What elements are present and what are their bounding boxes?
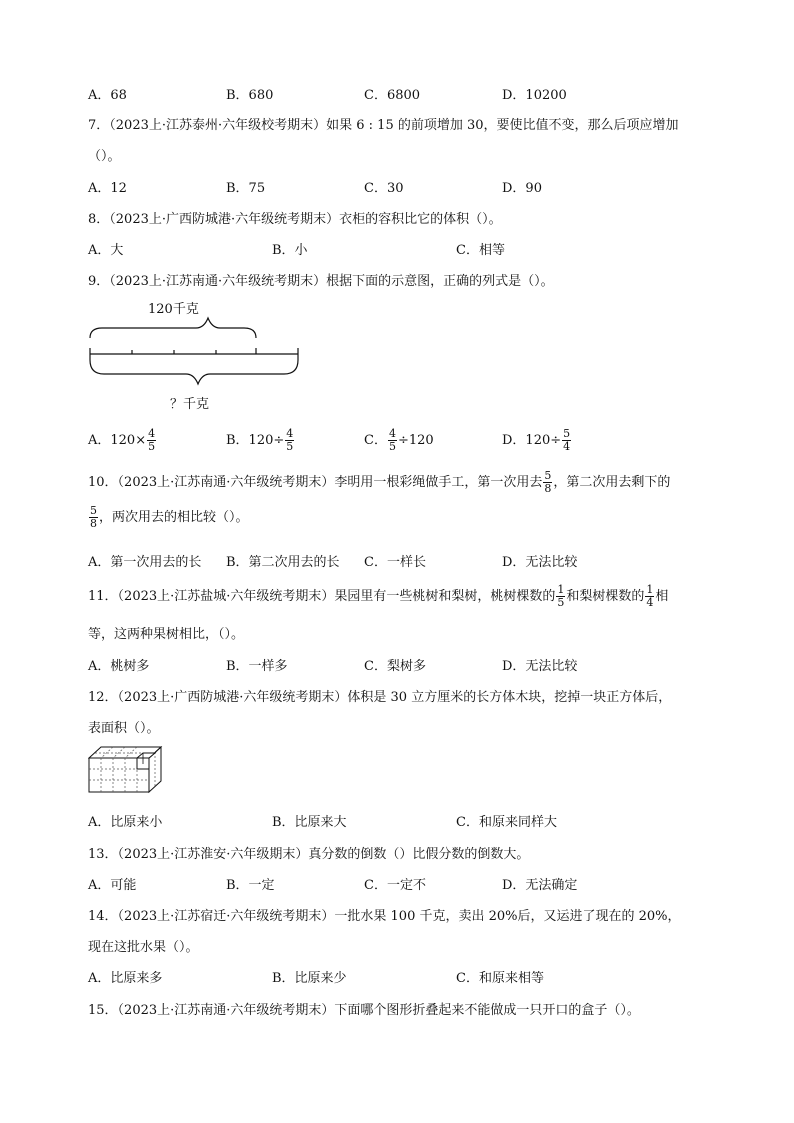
- denominator: 8: [90, 517, 97, 530]
- q12-option-c[interactable]: C．和原来同样大: [456, 815, 557, 830]
- q11-text: 11．（2023上·江苏盐城·六年级统考期末）果园里有一些桃树和梨树，桃树棵数的: [88, 589, 556, 604]
- q11-text: 相: [655, 589, 669, 604]
- q8-option-c[interactable]: C．相等: [456, 243, 505, 258]
- q14-option-c[interactable]: C．和原来相等: [456, 971, 544, 986]
- q11-text: 和梨树棵数的: [566, 589, 645, 604]
- q9-option-b[interactable]: [226, 428, 295, 453]
- fraction: [285, 428, 294, 453]
- q11-option-d[interactable]: D．无法比较: [502, 659, 578, 674]
- q7-option-a[interactable]: A．12: [88, 181, 127, 196]
- option-d-prefix: D．120÷: [502, 433, 562, 448]
- fraction: [89, 505, 98, 530]
- q10-option-c[interactable]: C．一样长: [364, 555, 426, 570]
- top-brace: [90, 318, 256, 338]
- q9-stem: 9．（2023上·江苏南通·六年级统考期末）根据下面的示意图，正确的列式是（）。: [88, 274, 554, 289]
- fraction: [147, 428, 156, 453]
- q11-option-c[interactable]: C．梨树多: [364, 659, 426, 674]
- q14-stem: 14．（2023上·江苏宿迁·六年级统考期末）一批水果 100 千克，卖出 20%后，又运进了现在的 20%，: [88, 909, 681, 924]
- q9-option-a[interactable]: [88, 428, 157, 453]
- q8-option-a[interactable]: A．大: [88, 243, 124, 258]
- cuboid-figure: [88, 746, 166, 794]
- numerator: 5: [544, 469, 552, 482]
- q11-option-a[interactable]: A．桃树多: [88, 659, 150, 674]
- q15-stem: 15．（2023上·江苏南通·六年级统考期末）下面哪个图形折叠起来不能做成一只开口的盒子（）。: [88, 1003, 640, 1018]
- q7-option-d[interactable]: D．90: [502, 181, 542, 196]
- q12-stem-cont: 表面积（）。: [88, 721, 160, 736]
- diagram-top-label: 120千克: [148, 302, 199, 317]
- numerator: 4: [148, 427, 156, 440]
- numerator: 4: [388, 427, 396, 440]
- q11-option-b[interactable]: B．一样多: [226, 659, 288, 674]
- q6-option-c[interactable]: C．6800: [364, 88, 421, 103]
- q10-stem-cont: [88, 505, 249, 530]
- option-c-suffix: ÷120: [397, 433, 434, 448]
- q10-option-b[interactable]: B．第二次用去的长: [226, 555, 340, 570]
- q7-stem: 7．（2023上·江苏泰州·六年级校考期末）如果 6 : 15 的前项增加 30，要使比值不变，那么后项应增加: [88, 118, 679, 133]
- numerator: 4: [286, 427, 294, 440]
- q9-option-c[interactable]: [364, 428, 434, 453]
- q14-option-a[interactable]: A．比原来多: [88, 971, 163, 986]
- q10-option-a[interactable]: A．第一次用去的长: [88, 555, 202, 570]
- q14-option-b[interactable]: B．比原来少: [272, 971, 347, 986]
- q6-option-d[interactable]: D．10200: [502, 88, 567, 103]
- numerator: 5: [90, 504, 97, 517]
- q6-option-a[interactable]: A．68: [88, 88, 127, 103]
- denominator: 8: [544, 482, 552, 495]
- q6-option-b[interactable]: B．680: [226, 88, 274, 103]
- q10-option-d[interactable]: D．无法比较: [502, 555, 578, 570]
- denominator: 4: [646, 596, 654, 609]
- q8-option-b[interactable]: B．小: [272, 243, 308, 258]
- numerator: 1: [557, 583, 565, 596]
- option-c-prefix: C．: [364, 433, 387, 448]
- option-a-prefix: A．120×: [88, 433, 147, 448]
- segment-diagram: [86, 316, 306, 386]
- q7-option-c[interactable]: C．30: [364, 181, 404, 196]
- q14-stem-cont: 现在这批水果（）。: [88, 940, 199, 955]
- q8-stem: 8．（2023上·广西防城港·六年级统考期末）衣柜的容积比它的体积（）。: [88, 212, 502, 227]
- fraction: [645, 584, 654, 609]
- denominator: 4: [563, 440, 571, 453]
- q13-option-b[interactable]: B．一定: [226, 878, 275, 893]
- denominator: 5: [388, 440, 396, 453]
- q11-stem: [88, 584, 668, 609]
- q7-option-b[interactable]: B．75: [226, 181, 266, 196]
- fraction: [562, 428, 571, 453]
- denominator: 5: [148, 440, 156, 453]
- q13-stem: 13．（2023上·江苏淮安·六年级期末）真分数的倒数（）比假分数的倒数大。: [88, 847, 530, 862]
- fraction: [543, 470, 552, 495]
- q13-option-a[interactable]: A．可能: [88, 878, 137, 893]
- q10-text: ，第二次用去剩下的: [553, 475, 671, 490]
- q12-stem: 12．（2023上·广西防城港·六年级统考期末）体积是 30 立方厘米的长方体木块，挖掉一块正方体后，: [88, 690, 672, 705]
- q10-text: 10．（2023上·江苏南通·六年级统考期末）李明用一根彩绳做手工，第一次用去: [88, 475, 543, 490]
- fraction: [556, 584, 565, 609]
- q10-text: ，两次用去的相比较（）。: [99, 510, 249, 525]
- q12-option-b[interactable]: B．比原来大: [272, 815, 347, 830]
- q7-stem-cont: （）。: [88, 149, 121, 164]
- numerator: 1: [646, 583, 654, 596]
- q13-option-c[interactable]: C．一定不: [364, 878, 426, 893]
- q11-stem-cont: 等，这两种果树相比，（）。: [88, 627, 245, 642]
- fraction: [388, 428, 397, 453]
- q9-option-d[interactable]: [502, 428, 572, 453]
- bottom-brace: [90, 360, 298, 384]
- diagram-bottom-label: ？千克: [170, 397, 210, 412]
- denominator: 5: [557, 596, 565, 609]
- q10-stem: [88, 470, 670, 495]
- q12-option-a[interactable]: A．比原来小: [88, 815, 163, 830]
- q13-option-d[interactable]: D．无法确定: [502, 878, 578, 893]
- denominator: 5: [286, 440, 294, 453]
- option-b-prefix: B．120÷: [226, 433, 285, 448]
- numerator: 5: [563, 427, 571, 440]
